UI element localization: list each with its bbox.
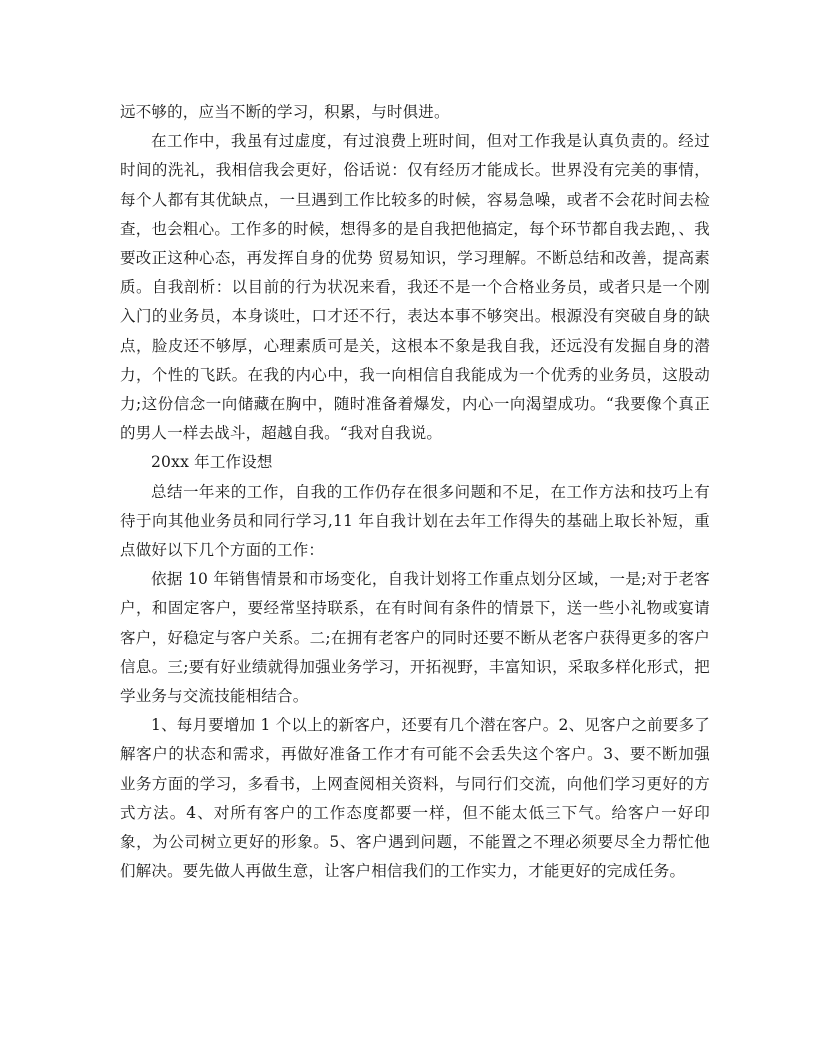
paragraph-year-summary: 总结一年来的工作，自我的工作仍存在很多问题和不足，在工作方法和技巧上有待于向其他业务员和同行学习,11 年自我计划在去年工作得失的基础上取长补短，重点做好以下几个方面的工作： [120,482,710,560]
paragraph-continuation: 远不够的，应当不断的学习，积累，与时俱进。 [120,103,450,121]
document-body [120,98,710,886]
section-heading-work-plan: 20xx 年工作设想 [151,453,273,472]
paragraph-action-items: 1、每月要增加 1 个以上的新客户，还要有几个潜在客户。2、见客户之前要多了解客户的状态和需求，再做好准备工作才有可能不会丢失这个客户。3、要不断加强业务方面的学习，多看书，上网查阅相关资料，与同行们交流，向他们学习更好的方式方法。4、对所有客户的工作态度都要一样，但不能太低三下气。给客户一好印象，为公司树立更好的形象。5、客户遇到问题，不能置之不理必须要尽全力帮忙他们解决。要先做人再做生意，让客户相信我们的工作实力，才能更好的完成任务。 [120,716,710,881]
paragraph-sales-plan: 依据 10 年销售情景和市场变化，自我计划将工作重点划分区域，一是;对于老客户，和固定客户，要经常坚持联系，在有时间有条件的情景下，送一些小礼物或宴请客户，好稳定与客户关系。二;在拥有老客户的同时还要不断从老客户获得更多的客户信息。三;要有好业绩就得加强业务学习，开拓视野，丰富知识，采取多样化形式，把学业务与交流技能相结合。 [120,570,710,706]
paragraph-work-reflection: 在工作中，我虽有过虚度，有过浪费上班时间，但对工作我是认真负责的。经过时间的洗礼，我相信我会更好，俗话说：仅有经历才能成长。世界没有完美的事情，每个人都有其优缺点，一旦遇到工作比较多的时候，容易急噪，或者不会花时间去检查，也会粗心。工作多的时候，想得多的是自我把他搞定，每个环节都自我去跑，、我要改正这种心态，再发挥自身的优势 贸易知识，学习理解。不断总结和改善，提高素质。自我剖析：以目前的行为状况来看，我还不是一个合格业务员，或者只是一个刚入门的业务员，本身谈吐，口才还不行，表达本事不够突出。根源没有突破自身的缺点，脸皮还不够厚，心理素质可是关，这根本不象是我自我，还远没有发掘自身的潜力，个性的飞跃。在我的内心中，我一向相信自我能成为一个优秀的业务员，这股动力;这份信念一向储藏在胸中，随时准备着爆发，内心一向渴望成功。“我要像个真正的男人一样去战斗，超越自我。“我对自我说。 [120,132,710,443]
